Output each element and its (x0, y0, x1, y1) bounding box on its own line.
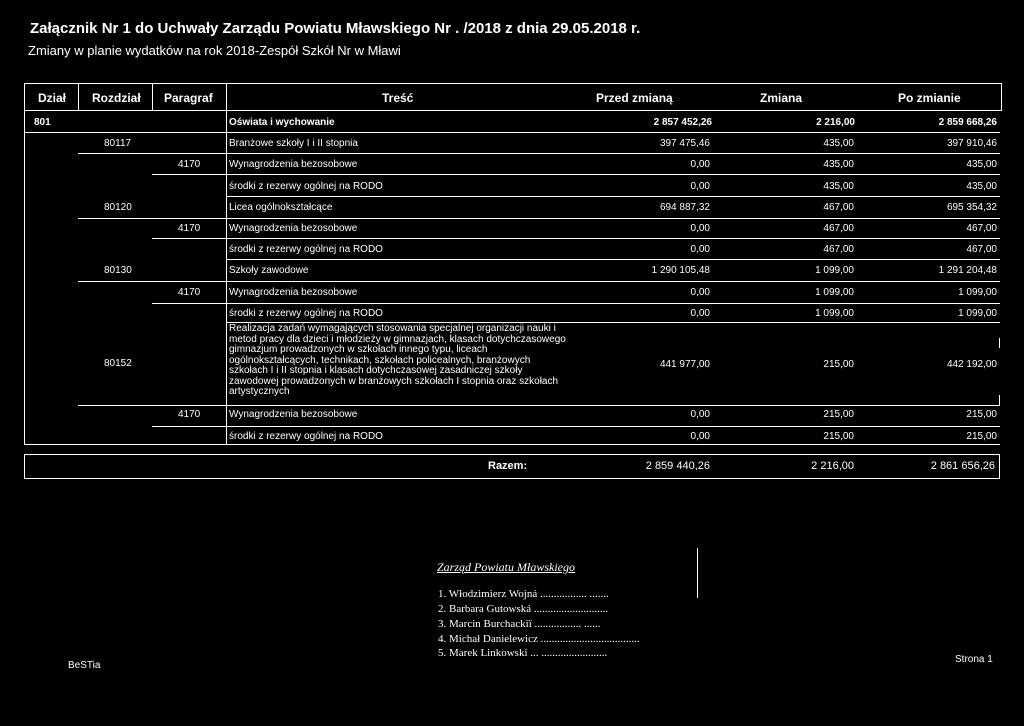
paragraf-cell: 4170 (178, 287, 201, 298)
po-cell: 467,00 (966, 244, 997, 255)
przed-cell: 0,00 (690, 308, 710, 319)
przed-cell: 0,00 (690, 223, 710, 234)
dzial-cell: 801 (34, 117, 51, 128)
footer-left: BeSTia (68, 660, 101, 671)
zmiana-cell: 467,00 (823, 223, 854, 234)
page-number: Strona 1 (955, 654, 993, 665)
rozdzial-cell: 80117 (104, 138, 132, 149)
total-zmiana: 2 216,00 (811, 460, 854, 472)
po-cell: 467,00 (966, 223, 997, 234)
tresc-cell: Wynagrodzenia bezosobowe (229, 159, 358, 170)
po-cell: 442 192,00 (946, 359, 997, 370)
tresc-cell: Oświata i wychowanie (229, 117, 335, 128)
tresc-cell: Wynagrodzenia bezosobowe (229, 223, 358, 234)
przed-cell: 397 475,46 (659, 138, 710, 149)
rozdzial-cell: 80152 (104, 358, 132, 369)
total-label: Razem: (488, 460, 528, 472)
zmiana-cell: 1 099,00 (815, 287, 854, 298)
signature-line: 3. Marcin Burchackiï ................. ...... (438, 618, 601, 630)
col-tresc: Treść (382, 91, 414, 105)
tresc-cell: środki z rezerwy ogólnej na RODO (229, 181, 383, 192)
signature-line: 5. Marek Linkowski ... ........................ (438, 647, 608, 659)
rozdzial-cell: 80120 (104, 202, 132, 213)
total-po: 2 861 656,26 (930, 460, 995, 472)
zmiana-cell: 467,00 (823, 202, 854, 213)
tresc-cell: Wynagrodzenia bezosobowe (229, 287, 358, 298)
tresc-cell: Branżowe szkoły I i II stopnia (229, 138, 358, 149)
signature-line: 1. Włodzimierz Wojná ................. ....... (438, 588, 609, 600)
board-heading: Zarząd Powiatu Mławskiego (437, 560, 576, 574)
zmiana-cell: 215,00 (823, 359, 854, 370)
tresc-cell: Szkoły zawodowe (229, 265, 309, 276)
col-dzial: Dział (38, 91, 67, 105)
przed-cell: 0,00 (690, 159, 710, 170)
zmiana-cell: 435,00 (823, 181, 854, 192)
zmiana-cell: 215,00 (823, 409, 854, 420)
przed-cell: 2 857 452,26 (653, 117, 712, 128)
zmiana-cell: 1 099,00 (815, 265, 854, 276)
paragraf-cell: 4170 (178, 409, 201, 420)
przed-cell: 1 290 105,48 (651, 265, 710, 276)
po-cell: 695 354,32 (946, 202, 997, 213)
tresc-cell: Realizacja zadań wymagających stosowania specjalnej organizacji nauki i metod pracy dla dzieci i młodzieży w gimnazjach, klasach dotychczasowego gimnazjum prowadzonych w szkołach innego typu, liceach ogólnokształcących, technikach, szkołach policealnych, branżowych szkołach I i II stopnia i klasach dotychczasowej zasadniczej szkoły zawodowej prowadzonych w branżowych szkołach I stopnia oraz szkołach artystycznych (229, 323, 566, 397)
przed-cell: 441 977,00 (659, 359, 710, 370)
przed-cell: 0,00 (690, 244, 710, 255)
tresc-cell: środki z rezerwy ogólnej na RODO (229, 244, 383, 255)
przed-cell: 694 887,32 (659, 202, 710, 213)
po-cell: 435,00 (966, 159, 997, 170)
zmiana-cell: 435,00 (823, 138, 854, 149)
zmiana-cell: 435,00 (823, 159, 854, 170)
page-title: Załącznik Nr 1 do Uchwały Zarządu Powiatu Mławskiego Nr . /2018 z dnia 29.05.2018 r. (30, 20, 641, 37)
po-cell: 215,00 (966, 431, 997, 442)
przed-cell: 0,00 (690, 287, 710, 298)
tresc-cell: środki z rezerwy ogólnej na RODO (229, 431, 383, 442)
paragraf-cell: 4170 (178, 159, 201, 170)
po-cell: 435,00 (966, 181, 997, 192)
rozdzial-cell: 80130 (104, 265, 132, 276)
tresc-cell: Licea ogólnokształcące (229, 202, 333, 213)
tresc-cell: Wynagrodzenia bezosobowe (229, 409, 358, 420)
col-po: Po zmianie (898, 91, 961, 105)
zmiana-cell: 2 216,00 (816, 117, 855, 128)
zmiana-cell: 1 099,00 (815, 308, 854, 319)
zmiana-cell: 467,00 (823, 244, 854, 255)
po-cell: 1 291 204,48 (938, 265, 997, 276)
col-przed: Przed zmianą (596, 91, 673, 105)
signature-line: 2. Barbara Gutowská ........................... (438, 603, 609, 615)
col-zmiana: Zmiana (760, 91, 803, 105)
total-przed: 2 859 440,26 (645, 460, 710, 472)
tresc-cell: środki z rezerwy ogólnej na RODO (229, 308, 383, 319)
po-cell: 2 859 668,26 (938, 117, 997, 128)
col-rozdzial: Rozdział (92, 91, 141, 105)
przed-cell: 0,00 (690, 181, 710, 192)
przed-cell: 0,00 (690, 409, 710, 420)
po-cell: 397 910,46 (946, 138, 997, 149)
col-paragraf: Paragraf (164, 91, 213, 105)
po-cell: 1 099,00 (958, 287, 997, 298)
zmiana-cell: 215,00 (823, 431, 854, 442)
po-cell: 215,00 (966, 409, 997, 420)
signature-line: 4. Michał Danielewicz .................................... (438, 633, 640, 645)
paragraf-cell: 4170 (178, 223, 201, 234)
page-subtitle: Zmiany w planie wydatków na rok 2018-Zespół Szkół Nr w Mławi (28, 43, 401, 58)
przed-cell: 0,00 (690, 431, 710, 442)
po-cell: 1 099,00 (958, 308, 997, 319)
